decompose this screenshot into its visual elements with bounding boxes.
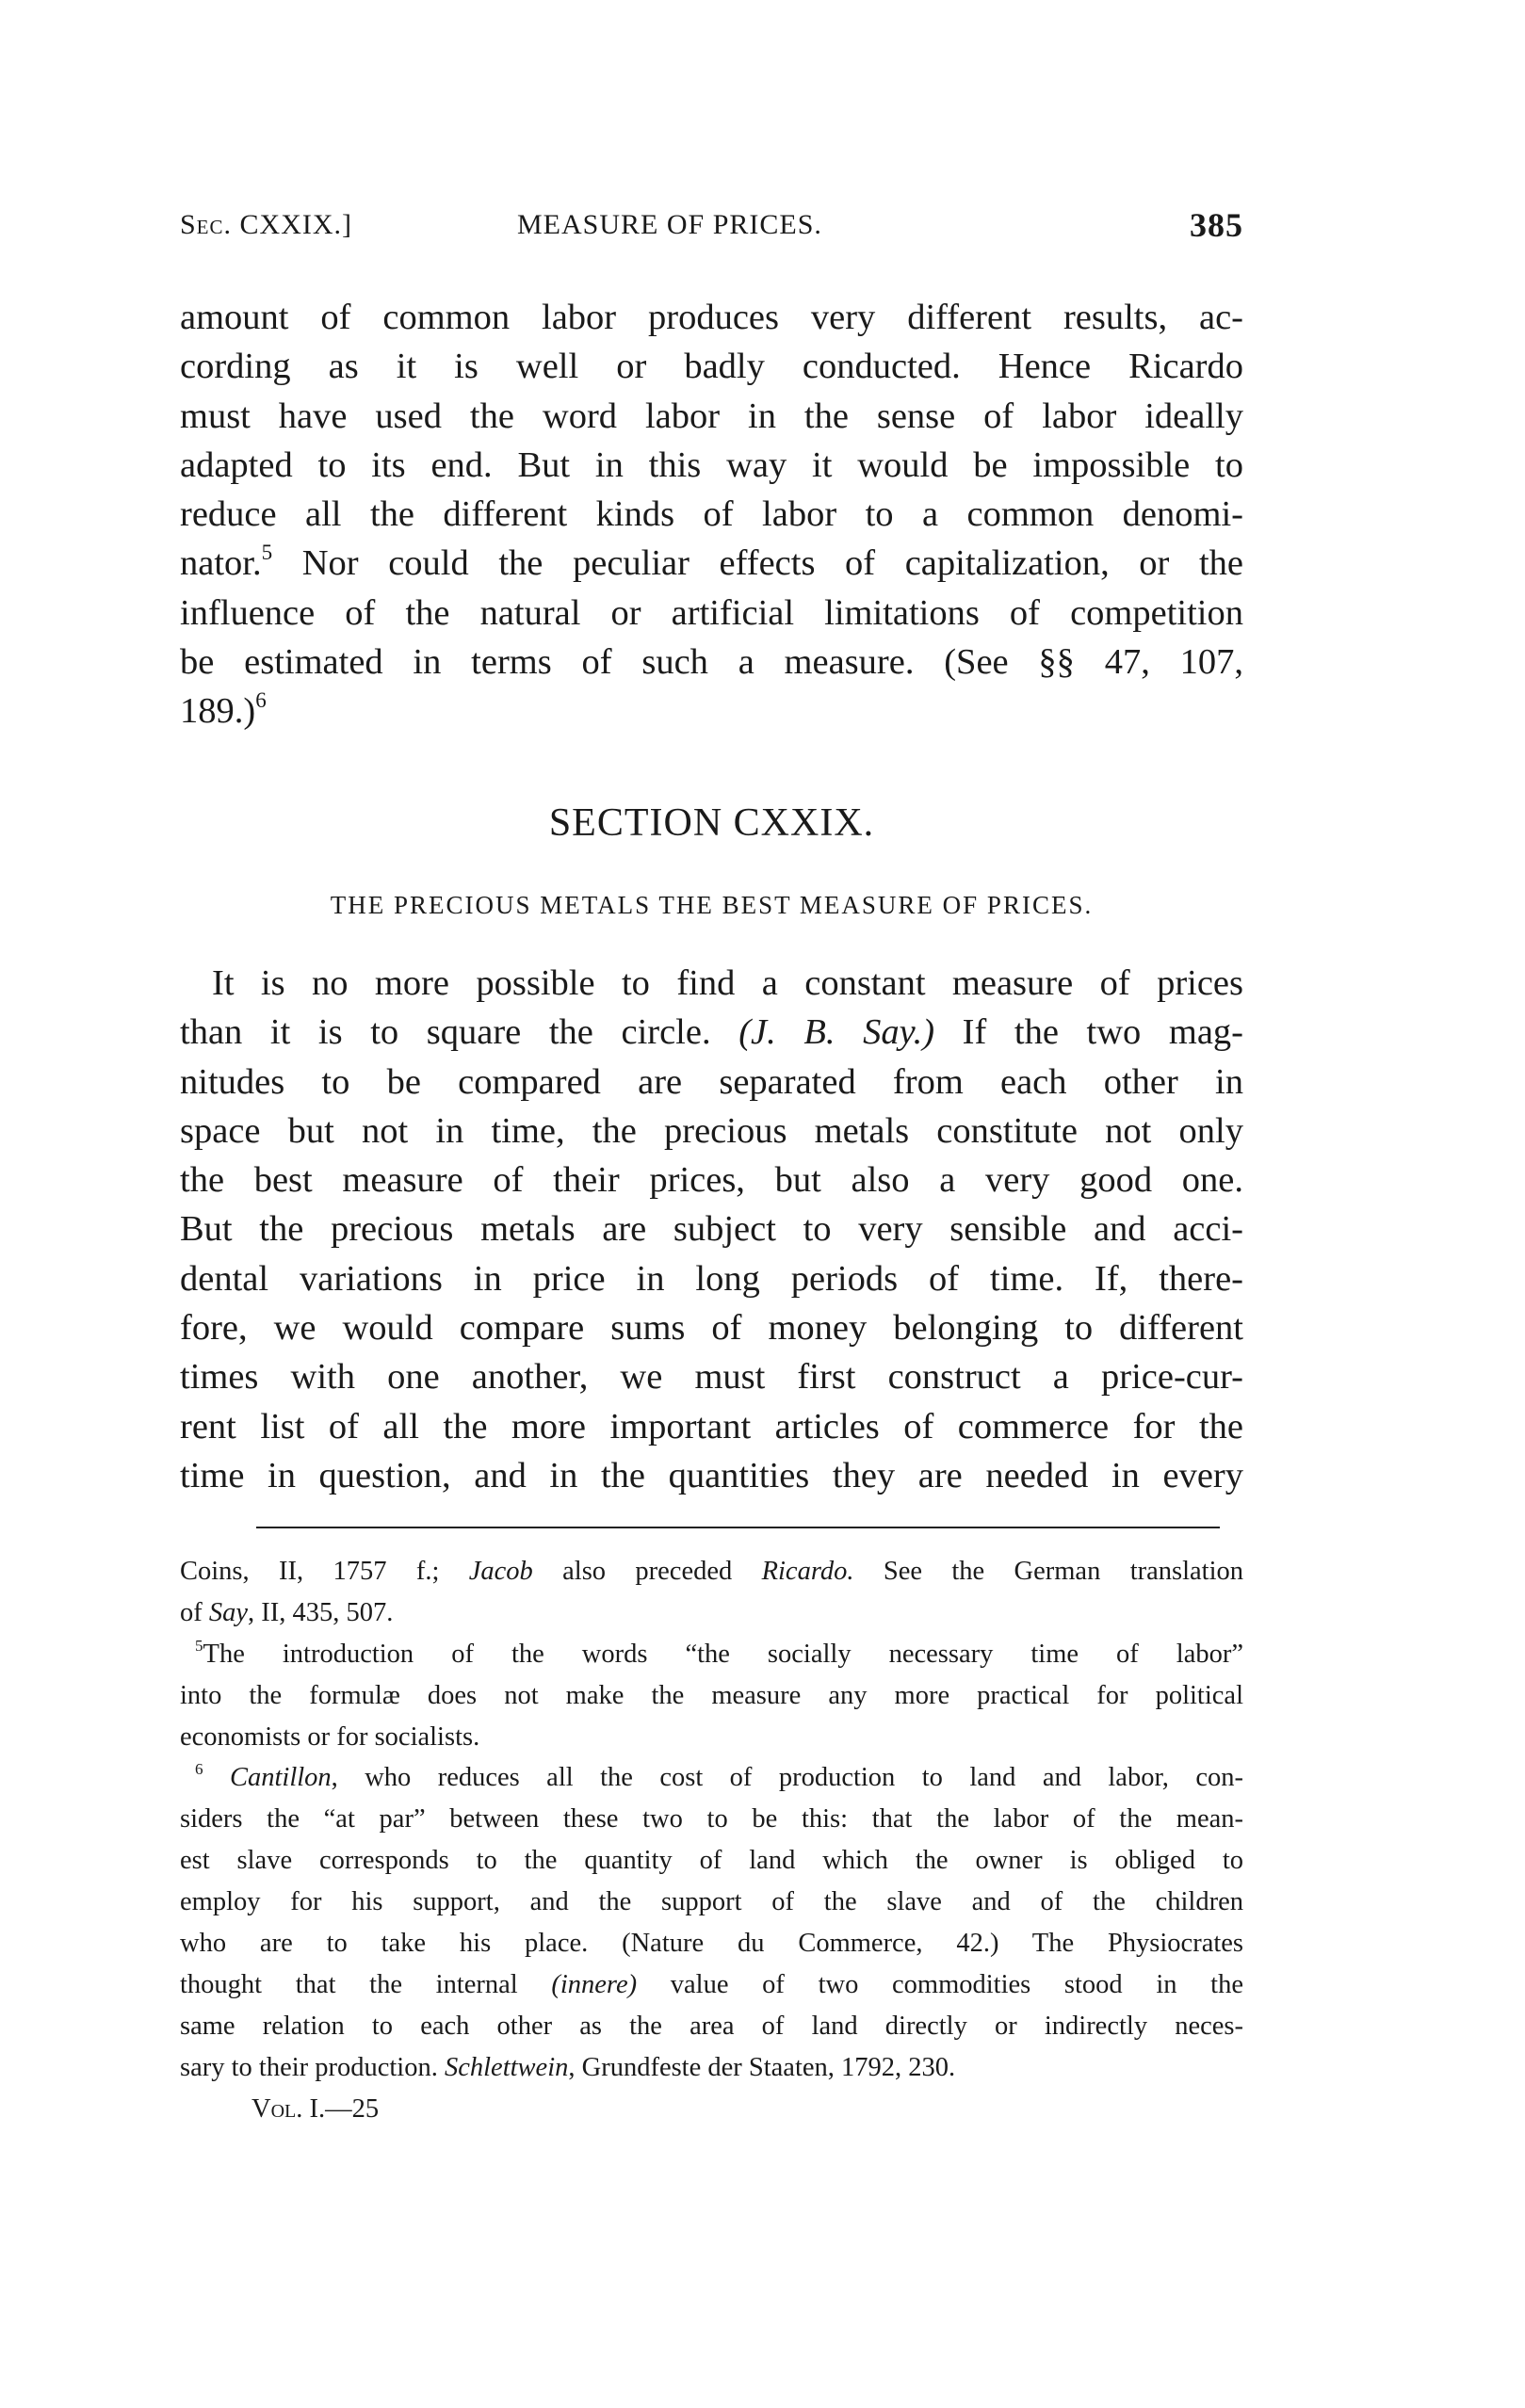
text-segment: time in question, and in the quantities they are needed in every [180, 1455, 1243, 1495]
signature-mark: Vol. I.—25 [251, 2094, 380, 2124]
text-line [180, 392, 1243, 441]
page-number: 385 [1190, 206, 1243, 244]
text-line [180, 1923, 1243, 1964]
text-segment: , II, 435, 507. [248, 1597, 394, 1627]
text-segment: 189.) [180, 691, 256, 732]
text-segment: nitudes to be compared are separated from each other in [180, 1061, 1243, 1102]
text-segment: the best measure of their prices, but also a very good one. [180, 1160, 1243, 1201]
text-segment: est slave corresponds to the quantity of land which the owner is obliged to [180, 1846, 1243, 1876]
text-segment: nator. [180, 543, 262, 584]
paragraph-continued [180, 293, 1243, 736]
text-segment: sary to their production. [180, 2052, 445, 2082]
text-segment: If the two mag- [934, 1012, 1243, 1053]
text-line [180, 1402, 1243, 1451]
text-segment: dental variations in price in long periods of time. If, there- [180, 1258, 1243, 1299]
text-line [180, 342, 1243, 391]
header-title: MEASURE OF PRICES. [517, 209, 822, 240]
text-segment: It is no more possible to find a constant measure of prices [212, 963, 1243, 1003]
footnote-marker: 5 [261, 540, 273, 565]
section-subheading: THE PRECIOUS METALS THE BEST MEASURE OF PRICES. [330, 891, 1094, 919]
text-segment: influence of the natural or artificial limitations of competition [180, 592, 1243, 633]
italic-text: Say [208, 1597, 249, 1627]
text-line [180, 1592, 1243, 1634]
text-line [180, 1551, 1243, 1592]
text-line [180, 1451, 1243, 1500]
footnote-marker: 6 [195, 1760, 203, 1779]
italic-text: Cantillon [229, 1763, 332, 1793]
text-line [180, 1964, 1243, 2006]
text-segment: The introduction of the words “the socially necessary time of labor” [203, 1639, 1243, 1669]
text-line [180, 2006, 1243, 2047]
paragraph-section-body [180, 959, 1243, 1500]
text-segment: See the German translation [853, 1557, 1243, 1586]
text-line [180, 1675, 1243, 1717]
footnote-marker: 5 [195, 1636, 203, 1655]
text-segment: also preceded [532, 1557, 762, 1586]
text-line [180, 1840, 1243, 1882]
header-section: Sec. CXXIX.] [180, 209, 353, 240]
italic-text: (innere) [551, 1969, 638, 1999]
text-line [180, 959, 1243, 1008]
text-segment: must have used the word labor in the sense of labor ideally [180, 396, 1243, 436]
text-segment: be estimated in terms of such a measure. (See §§ 47, 107, [180, 642, 1243, 683]
text-line [180, 1303, 1243, 1352]
text-line [180, 1058, 1243, 1107]
text-segment: But the precious metals are subject to very sensible and acci- [180, 1209, 1243, 1250]
text-segment: adapted to its end. But in this way it would be impossible to [180, 444, 1243, 485]
text-segment: thought that the internal [180, 1969, 552, 1999]
text-line [180, 1352, 1243, 1401]
footnote-rule [256, 1527, 1220, 1528]
footnotes [180, 1551, 1243, 2089]
text-line [180, 1156, 1243, 1204]
running-header [180, 206, 1243, 250]
text-segment: than it is to square the circle. [180, 1012, 739, 1053]
text-line [180, 1254, 1243, 1303]
text-segment: siders the “at par” between these two to be this: that the labor of the mean- [180, 1804, 1243, 1834]
text-line [180, 638, 1243, 687]
text-line [180, 1799, 1243, 1840]
text-segment: same relation to each other as the area of land directly or indirectly neces- [180, 2011, 1243, 2041]
text-segment: , Grundfeste der Staaten, 1792, 230. [568, 2052, 956, 2082]
section-heading: SECTION CXXIX. [548, 801, 875, 845]
italic-text: Ricardo. [761, 1557, 854, 1586]
text-segment: fore, we would compare sums of money belonging to different [180, 1308, 1243, 1349]
text-line [180, 1008, 1243, 1057]
text-segment: Nor could the peculiar effects of capitalization, or the [272, 543, 1243, 584]
text-segment: of [180, 1597, 209, 1627]
text-segment: cording as it is well or badly conducted. Hence Ricardo [180, 347, 1243, 387]
text-line [180, 589, 1243, 638]
text-segment: value of two commodities stood in the [637, 1969, 1243, 1999]
text-line [180, 1882, 1243, 1923]
italic-text: Schlettwein [444, 2052, 569, 2082]
text-line [180, 1717, 1243, 1758]
text-line [180, 490, 1243, 539]
text-line [180, 687, 1243, 735]
text-segment: rent list of all the more important articles of commerce for the [180, 1406, 1243, 1446]
text-segment: times with one another, we must first construct a price-cur- [180, 1357, 1243, 1398]
text-line [180, 1107, 1243, 1156]
text-line [180, 293, 1243, 342]
italic-text: Jacob [468, 1557, 533, 1586]
text-line [180, 441, 1243, 490]
footnote-marker: 6 [255, 687, 267, 713]
signature-block [180, 2089, 1243, 2130]
text-segment: who are to take his place. (Nature du Commerce, 42.) The Physiocrates [180, 1929, 1243, 1959]
text-segment: economists or for socialists. [180, 1721, 480, 1752]
text-line [180, 1204, 1243, 1253]
text-line [180, 1634, 1243, 1675]
text-line [180, 2047, 1243, 2089]
text-segment: space but not in time, the precious metals constitute not only [180, 1110, 1243, 1151]
text-line [180, 1757, 1243, 1799]
italic-text: (J. B. Say.) [738, 1012, 935, 1053]
text-segment: reduce all the different kinds of labor to a common denomi- [180, 494, 1243, 535]
text-segment: Coins, II, 1757 f.; [180, 1557, 469, 1586]
text-segment: , who reduces all the cost of production to land and labor, con- [331, 1763, 1243, 1793]
text-segment: amount of common labor produces very different results, ac- [180, 298, 1243, 337]
text-segment [203, 1763, 230, 1792]
text-line [180, 539, 1243, 588]
text-segment: into the formulæ does not make the measure any more practical for political [180, 1680, 1243, 1710]
text-segment: employ for his support, and the support of the slave and of the children [180, 1887, 1243, 1917]
